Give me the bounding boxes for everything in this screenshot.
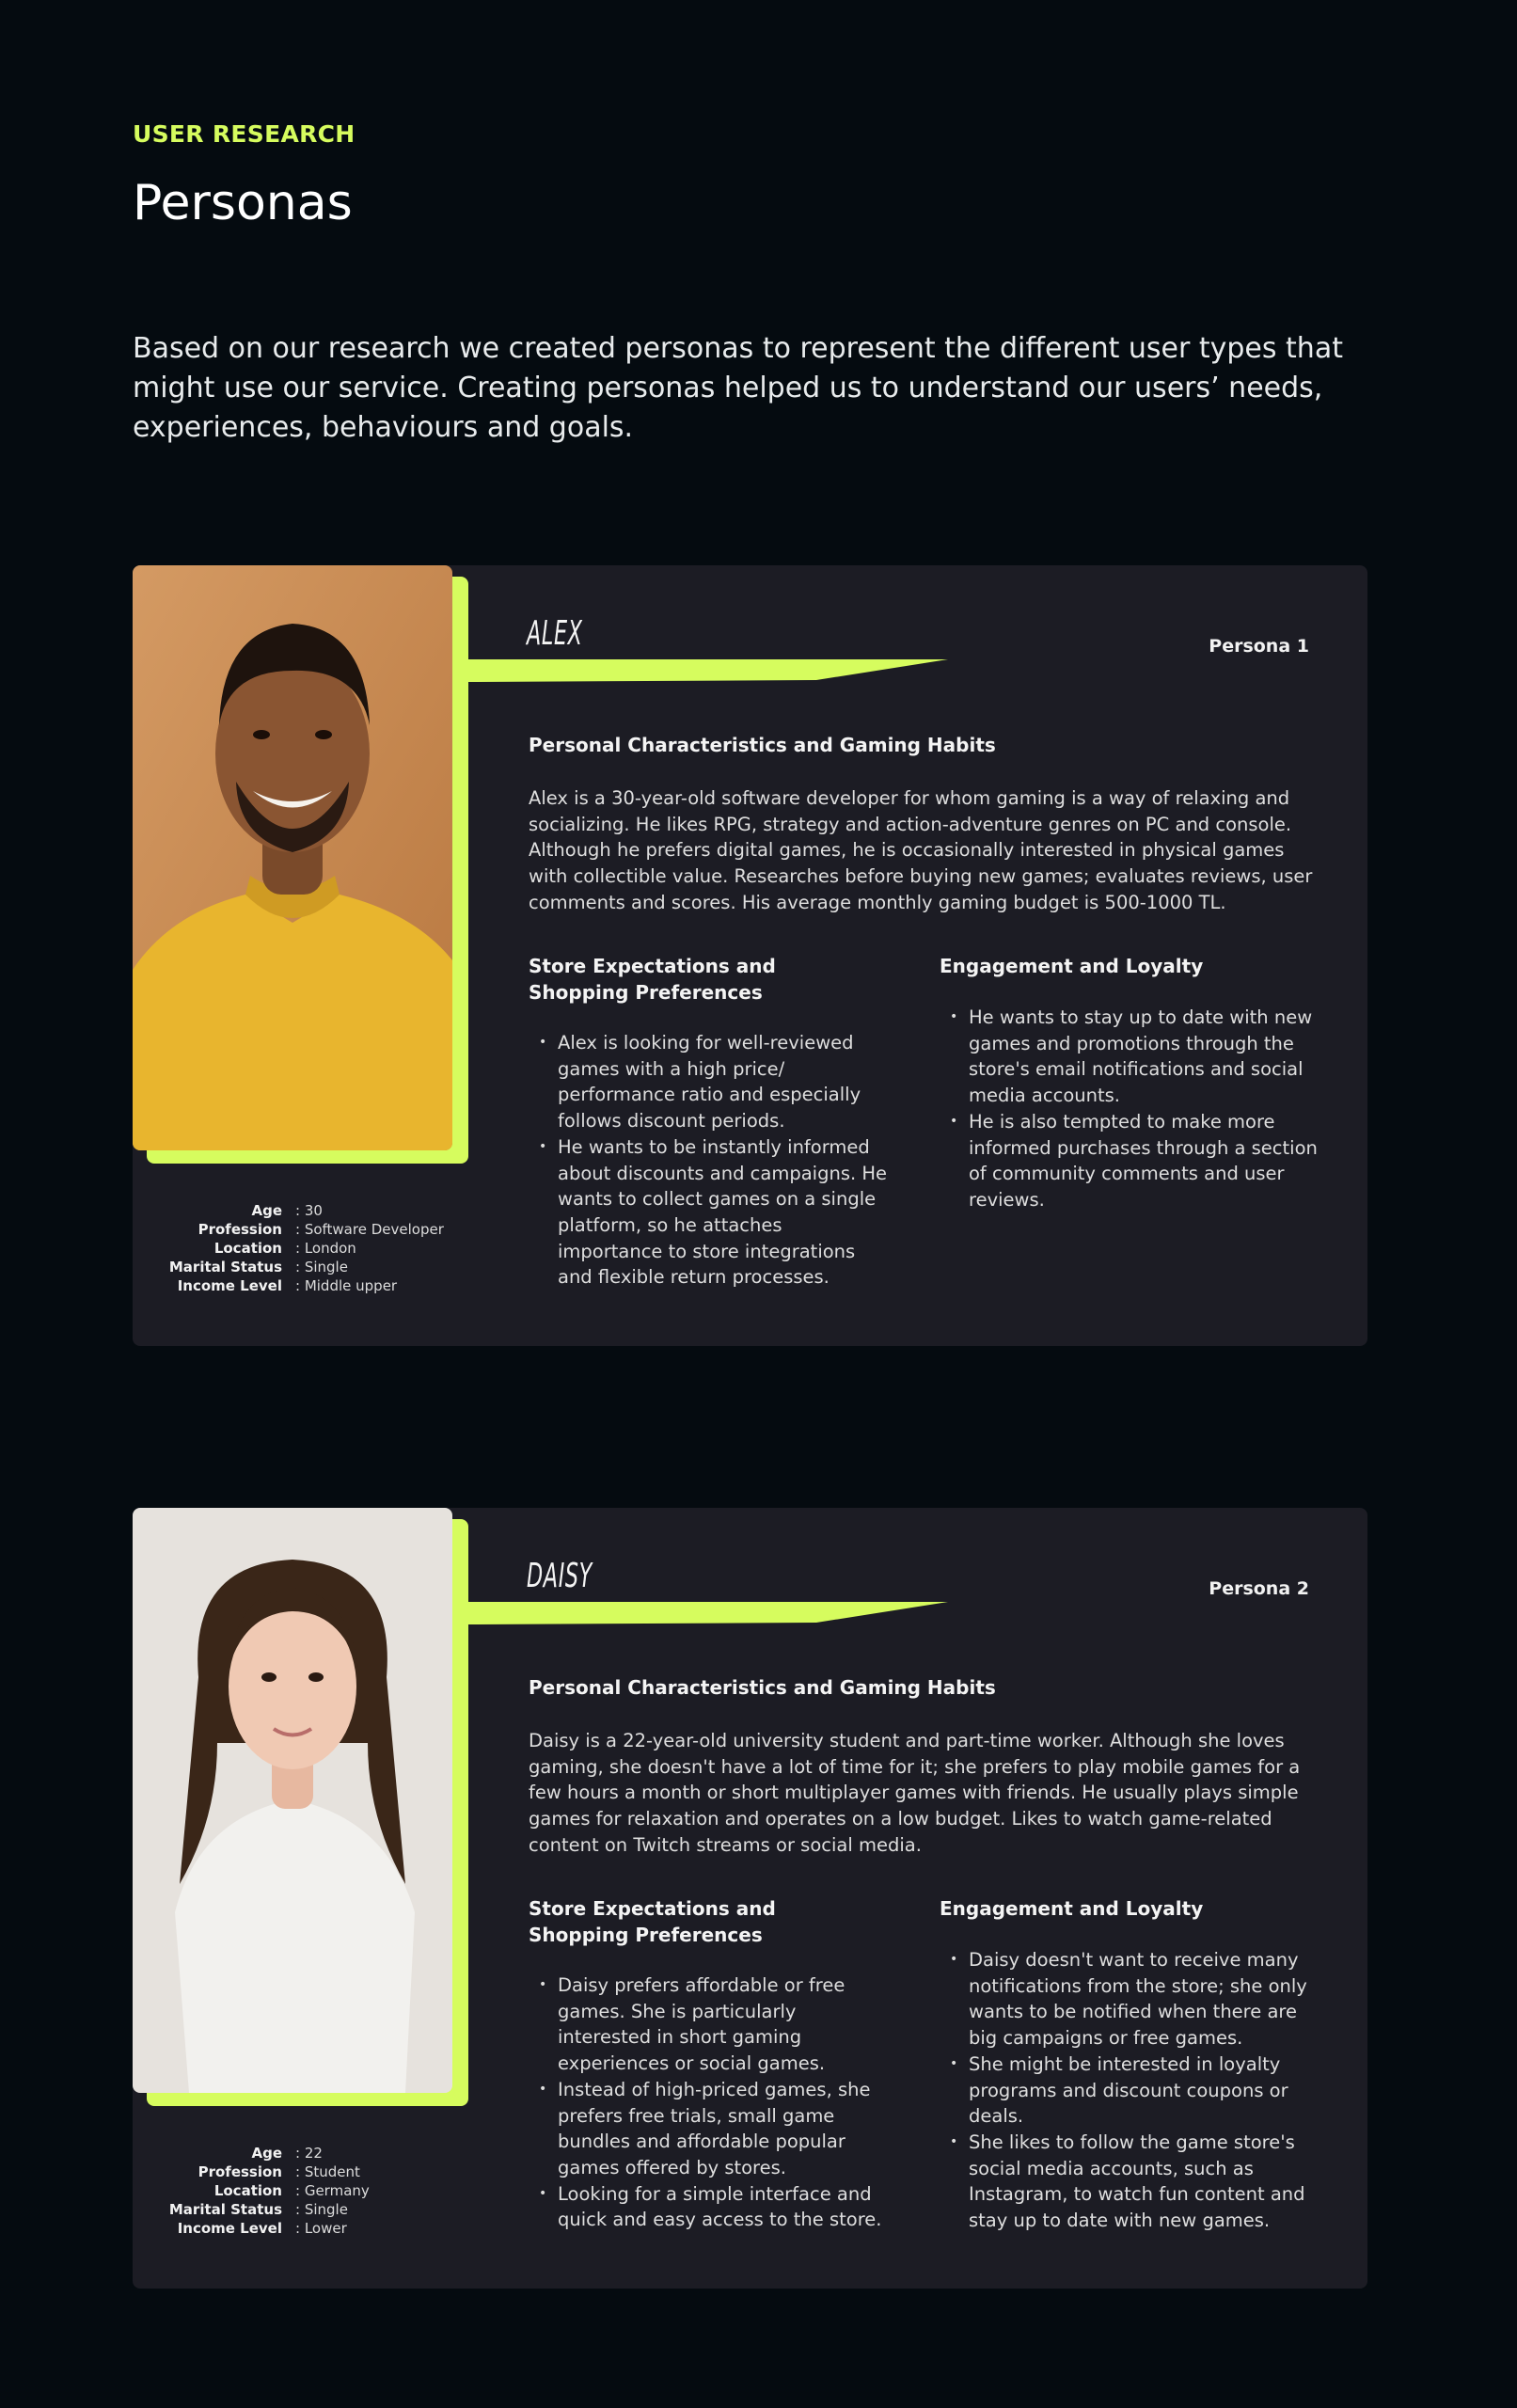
store-list (529, 1030, 891, 1291)
list-item: • Instead of high-priced games, she prefers free trials, small game bundles and affordable popular games offered by stores. (529, 2077, 891, 2181)
list-item: • Looking for a simple interface and quick and easy access to the store. (529, 2181, 891, 2233)
store-heading: Store Expectations and Shopping Preferences (529, 955, 776, 1004)
fact-row (133, 1220, 471, 1239)
fact-label: Age (251, 2145, 282, 2162)
fact-label: Location (213, 1240, 282, 1257)
list-item: • He is also tempted to make more informed purchases through a section of community comments and user reviews. (940, 1109, 1325, 1213)
fact-value: : Lower (295, 2220, 347, 2237)
persona-facts (133, 2144, 471, 2238)
fact-value: : Student (295, 2163, 360, 2180)
name-banner-shape (468, 1600, 948, 1628)
fact-label: Location (213, 2182, 282, 2199)
fact-row (133, 2162, 471, 2181)
fact-value: : 30 (295, 1202, 323, 1219)
persona-photo (133, 1508, 452, 2093)
persona-tag: Persona 2 (1209, 1578, 1309, 1599)
fact-label: Income Level (177, 1277, 282, 1294)
fact-row (133, 2181, 471, 2200)
list-item: • She might be interested in loyalty programs and discount coupons or deals. (940, 2052, 1325, 2130)
fact-label: Profession (198, 1221, 282, 1238)
fact-label: Income Level (177, 2220, 282, 2237)
fact-value: : 22 (295, 2145, 323, 2162)
fact-value: : Single (295, 1259, 348, 1275)
fact-row (133, 2200, 471, 2219)
fact-value: : Software Developer (295, 1221, 444, 1238)
persona-facts (133, 1201, 471, 1295)
list-item: • Daisy prefers affordable or free games. She is particularly interested in short gaming experiences or social games. (529, 1972, 891, 2077)
fact-row (133, 1239, 471, 1258)
fact-value: : London (295, 1240, 356, 1257)
characteristics-text: Daisy is a 22-year-old university student and part-time worker. Although she loves gaming, she doesn't have a lot of time for it; she prefers to play mobile games for a few hours a month or short multiplayer games with friends. He usually plays simple games for relaxation and operates on a low budget. Likes to watch game-related content on Twitch streams or social media. (529, 1730, 1301, 1856)
list-item: • Alex is looking for well-reviewed games with a high price/ performance ratio and especially follows discount periods. (529, 1030, 891, 1134)
fact-row (133, 1276, 471, 1295)
intro-paragraph: Based on our research we created personas to represent the different user types that might use our service. Creating personas helped us to understand our users’ needs, experiences, behaviours and goals. (133, 332, 1343, 444)
list-item: • He wants to be instantly informed about discounts and campaigns. He wants to collect games on a single platform, so he attaches importance to store integrations and flexible return processes. (529, 1134, 891, 1291)
engagement-heading: Engagement and Loyalty (940, 1897, 1204, 1920)
persona-name: ALEX (527, 614, 583, 653)
engagement-list (940, 1005, 1325, 1213)
fact-row (133, 1258, 471, 1276)
name-banner-shape (468, 657, 948, 686)
store-heading: Store Expectations and Shopping Preferences (529, 1897, 776, 1946)
persona-card-daisy (133, 1508, 1367, 2289)
eyebrow-label: USER RESEARCH (133, 120, 356, 148)
fact-label: Marital Status (168, 2201, 282, 2218)
characteristics-text: Alex is a 30-year-old software developer for whom gaming is a way of relaxing and socializing. He likes RPG, strategy and action-adventure genres on PC and console. Although he prefers digital games, he is occasionally interested in physical games with collectible value. Researches before buying new games; evaluates reviews, user comments and scores. His average monthly gaming budget is 500-1000 TL. (529, 787, 1313, 913)
engagement-heading: Engagement and Loyalty (940, 955, 1204, 977)
fact-row (133, 2219, 471, 2238)
fact-label: Age (251, 1202, 282, 1219)
fact-row (133, 1201, 471, 1220)
persona-name: DAISY (527, 1557, 593, 1595)
fact-value: : Middle upper (295, 1277, 398, 1294)
fact-value: : Germany (295, 2182, 370, 2199)
engagement-list (940, 1947, 1325, 2234)
persona-tag: Persona 1 (1209, 636, 1309, 657)
fact-value: : Single (295, 2201, 348, 2218)
store-list (529, 1972, 891, 2233)
fact-label: Marital Status (168, 1259, 282, 1275)
page-title: Personas (133, 175, 353, 231)
persona-card-alex (133, 565, 1367, 1346)
fact-label: Profession (198, 2163, 282, 2180)
fact-row (133, 2144, 471, 2162)
list-item: • Daisy doesn't want to receive many notifications from the store; she only wants to be notified when there are big campaigns or free games. (940, 1947, 1325, 2052)
list-item: • He wants to stay up to date with new games and promotions through the store's email notifications and social media accounts. (940, 1005, 1325, 1109)
characteristics-heading: Personal Characteristics and Gaming Habits (529, 1676, 996, 1699)
characteristics-heading: Personal Characteristics and Gaming Habits (529, 734, 996, 756)
list-item: • She likes to follow the game store's social media accounts, such as Instagram, to watch fun content and stay up to date with new games. (940, 2130, 1325, 2234)
persona-photo (133, 565, 452, 1150)
